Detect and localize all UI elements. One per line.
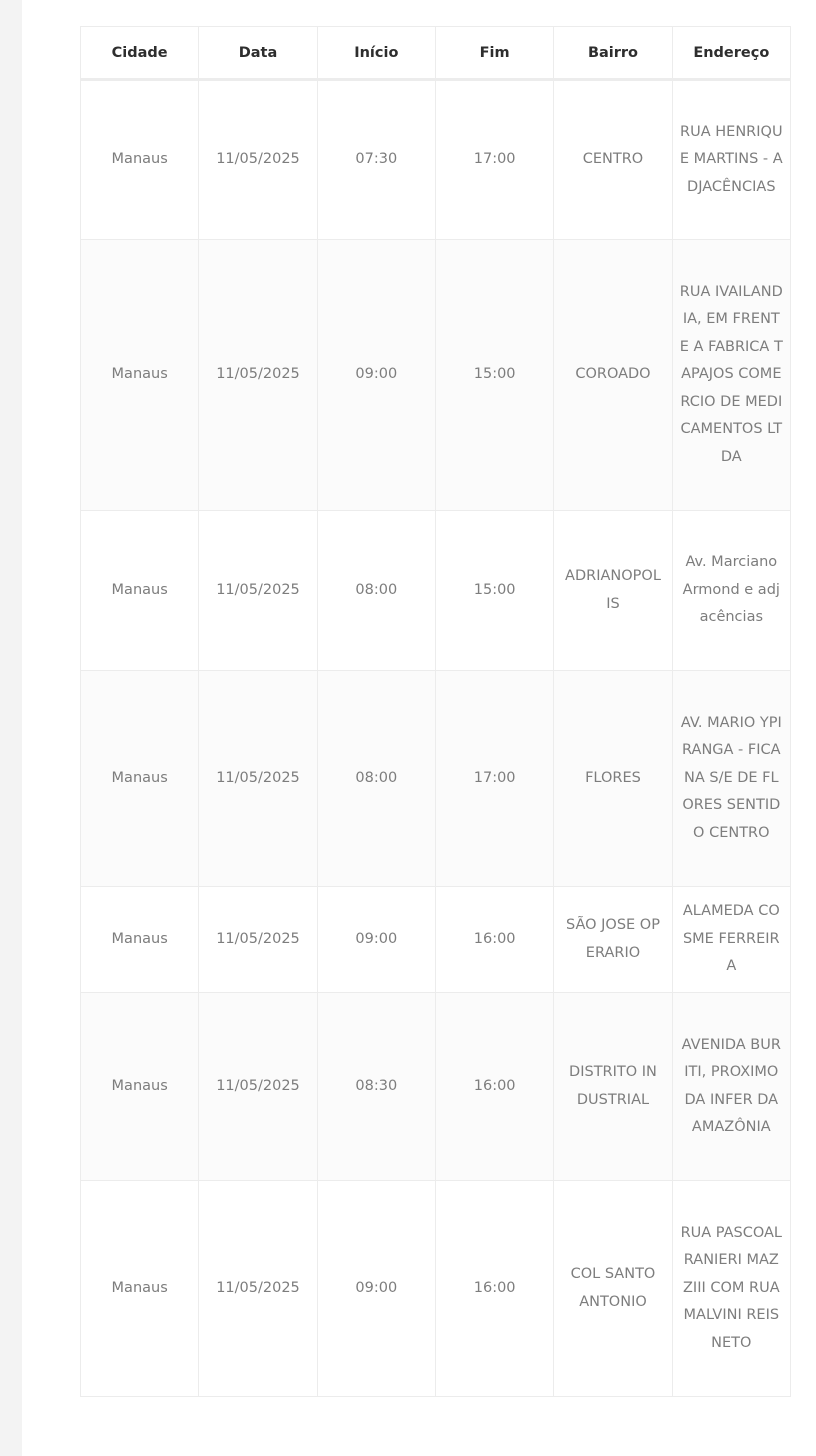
cell-bairro: ADRIANOPOLIS	[554, 511, 672, 671]
cell-fim: 17:00	[435, 80, 553, 240]
cell-inicio: 09:00	[317, 887, 435, 993]
cell-data: 11/05/2025	[199, 80, 317, 240]
cell-cidade: Manaus	[81, 887, 199, 993]
cell-bairro: FLORES	[554, 671, 672, 887]
cell-inicio: 08:00	[317, 511, 435, 671]
cell-fim: 15:00	[435, 511, 553, 671]
table-row	[81, 80, 791, 240]
header-cidade: Cidade	[81, 27, 199, 80]
cell-data: 11/05/2025	[199, 511, 317, 671]
cell-cidade: Manaus	[81, 993, 199, 1181]
cell-data: 11/05/2025	[199, 1181, 317, 1397]
cell-endereco: AV. MARIO YPIRANGA - FICA NA S/E DE FLORES SENTIDO CENTRO	[672, 671, 790, 887]
table-row	[81, 887, 791, 993]
cell-cidade: Manaus	[81, 1181, 199, 1397]
cell-fim: 16:00	[435, 887, 553, 993]
table-row	[81, 993, 791, 1181]
cell-cidade: Manaus	[81, 80, 199, 240]
schedule-table	[80, 26, 791, 1397]
cell-cidade: Manaus	[81, 240, 199, 511]
cell-endereco: RUA HENRIQUE MARTINS - ADJACÊNCIAS	[672, 80, 790, 240]
cell-inicio: 08:00	[317, 671, 435, 887]
cell-fim: 17:00	[435, 671, 553, 887]
cell-bairro: CENTRO	[554, 80, 672, 240]
cell-cidade: Manaus	[81, 671, 199, 887]
table-row	[81, 240, 791, 511]
cell-cidade: Manaus	[81, 511, 199, 671]
cell-inicio: 08:30	[317, 993, 435, 1181]
cell-data: 11/05/2025	[199, 240, 317, 511]
cell-inicio: 07:30	[317, 80, 435, 240]
header-bairro: Bairro	[554, 27, 672, 80]
cell-data: 11/05/2025	[199, 887, 317, 993]
header-endereco: Endereço	[672, 27, 790, 80]
cell-bairro: COROADO	[554, 240, 672, 511]
header-data: Data	[199, 27, 317, 80]
cell-endereco: AVENIDA BURITI, PROXIMO DA INFER DA AMAZÔNIA	[672, 993, 790, 1181]
cell-endereco: Av. Marciano Armond e adjacências	[672, 511, 790, 671]
cell-fim: 16:00	[435, 993, 553, 1181]
cell-endereco: RUA PASCOAL RANIERI MAZZIII COM RUA MALVINI REIS NETO	[672, 1181, 790, 1397]
cell-endereco: ALAMEDA COSME FERREIRA	[672, 887, 790, 993]
table-row	[81, 511, 791, 671]
table-header-row	[81, 27, 791, 80]
table-row	[81, 1181, 791, 1397]
cell-bairro: DISTRITO INDUSTRIAL	[554, 993, 672, 1181]
schedule-table-container	[80, 26, 790, 1397]
cell-fim: 16:00	[435, 1181, 553, 1397]
cell-bairro: COL SANTO ANTONIO	[554, 1181, 672, 1397]
cell-inicio: 09:00	[317, 1181, 435, 1397]
cell-fim: 15:00	[435, 240, 553, 511]
cell-data: 11/05/2025	[199, 993, 317, 1181]
header-inicio: Início	[317, 27, 435, 80]
cell-bairro: SÃO JOSE OPERARIO	[554, 887, 672, 993]
cell-endereco: RUA IVAILANDIA, EM FRENTE A FABRICA TAPAJOS COMERCIO DE MEDICAMENTOS LTDA	[672, 240, 790, 511]
cell-inicio: 09:00	[317, 240, 435, 511]
cell-data: 11/05/2025	[199, 671, 317, 887]
header-fim: Fim	[435, 27, 553, 80]
page-content	[22, 0, 816, 1456]
table-row	[81, 671, 791, 887]
